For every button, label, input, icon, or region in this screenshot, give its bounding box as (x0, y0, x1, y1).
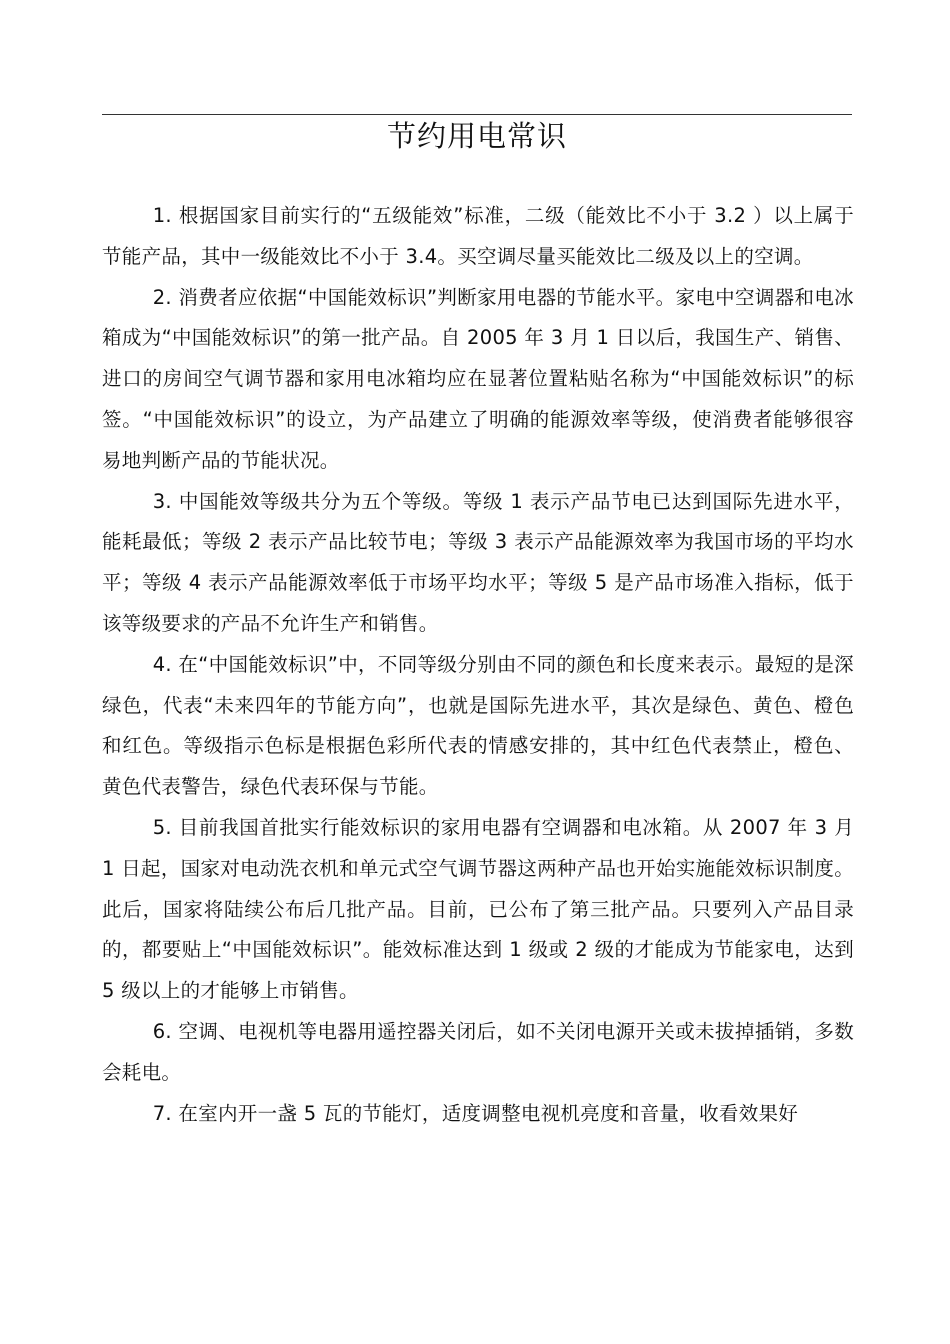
paragraph-2: 2. 消费者应依据“中国能效标识”判断家用电器的节能水平。家电中空调器和电冰箱成为“中国能效标识”的第一批产品。自 2005 年 3 月 1 日以后，我国生产、销售、进口的房间空气调节器和家用电冰箱均应在显著位置粘贴名称为“中国能效标识”的标签。“中国能效标识”的设立，为产品建立了明确的能源效率等级，使消费者能够很容易地判断产品的节能状况。 (102, 285, 854, 472)
paragraph-5: 5. 目前我国首批实行能效标识的家用电器有空调器和电冰箱。从 2007 年 3 月 1 日起，国家对电动洗衣机和单元式空气调节器这两种产品也开始实施能效标识制度。此后，国家将陆续公布后几批产品。目前，已公布了第三批产品。只要列入产品目录的，都要贴上“中国能效标识”。能效标准达到 1 级或 2 级的才能成为节能家电，达到 5 级以上的才能够上市销售。 (102, 815, 854, 1003)
paragraph-4: 4. 在“中国能效标识”中，不同等级分别由不同的颜色和长度来表示。最短的是深绿色，代表“未来四年的节能方向”，也就是国际先进水平，其次是绿色、黄色、橙色和红色。等级指示色标是根据色彩所代表的情感安排的，其中红色代表禁止，橙色、黄色代表警告，绿色代表环保与节能。 (102, 652, 854, 799)
paragraph-1: 1. 根据国家目前实行的“五级能效”标准，二级（能效比不小于 3.2 ）以上属于节能产品，其中一级能效比不小于 3.4。买空调尽量买能效比二级及以上的空调。 (102, 204, 854, 268)
header-rule (102, 114, 852, 115)
page-title: 节约用电常识 (386, 119, 567, 153)
document-body (102, 196, 854, 1134)
paragraph-3: 3. 中国能效等级共分为五个等级。等级 1 表示产品节电已达到国际先进水平，能耗最低；等级 2 表示产品比较节电；等级 3 表示产品能源效率为我国市场的平均水平；等级 4 表示产品能源效率低于市场平均水平；等级 5 是产品市场准入指标，低于该等级要求的产品不允许生产和销售。 (102, 489, 854, 635)
paragraph-7: 7. 在室内开一盏 5 瓦的节能灯，适度调整电视机亮度和音量，收看效果好 (152, 1101, 799, 1125)
paragraph-6: 6. 空调、电视机等电器用遥控器关闭后，如不关闭电源开关或未拔掉插销，多数会耗电。 (102, 1019, 854, 1084)
